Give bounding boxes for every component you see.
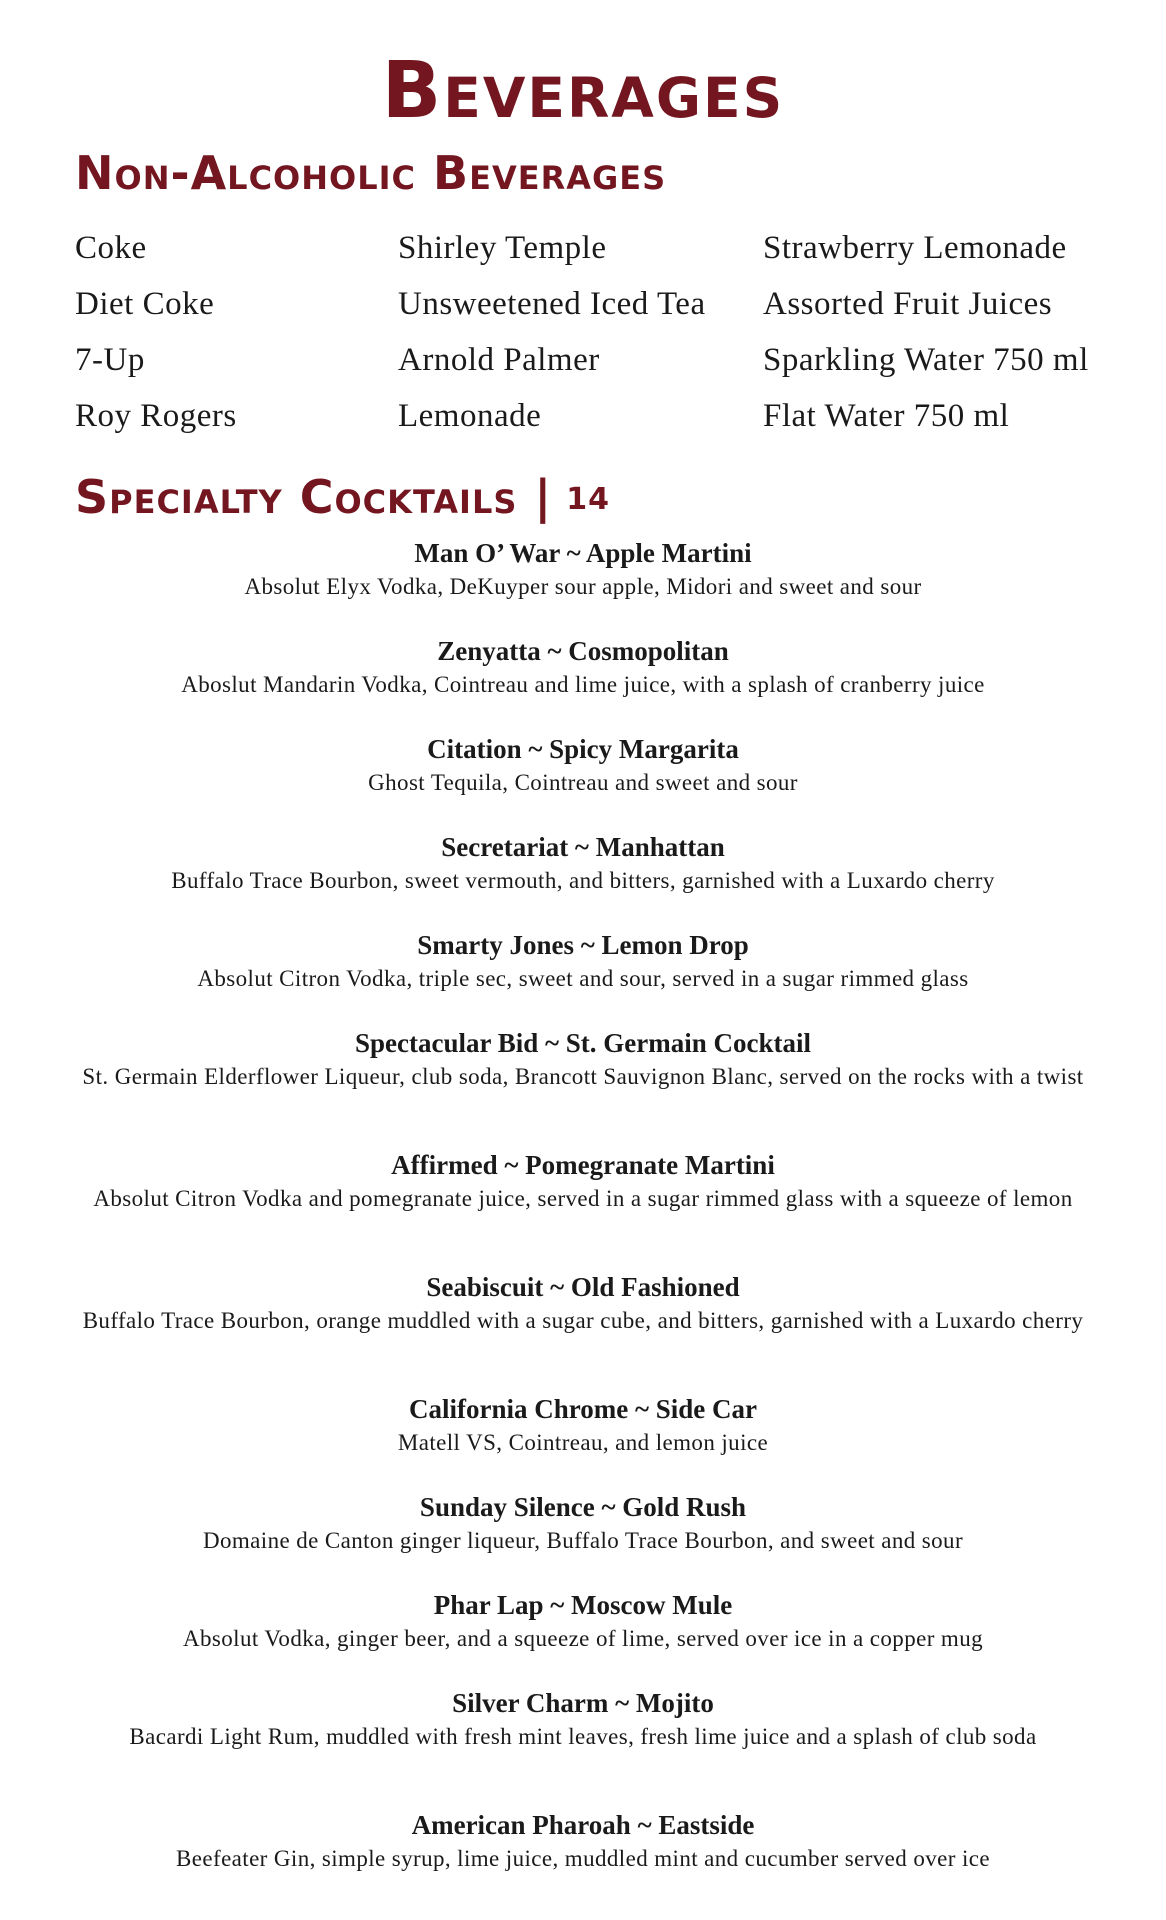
beverage-item: Unsweetened Iced Tea [398,286,706,322]
cocktail-item [70,1147,1096,1269]
beverage-item: Arnold Palmer [398,342,600,378]
cocktail-description: Absolut Elyx Vodka, DeKuyper sour apple, Midori and sweet and sour [244,574,922,599]
cocktail-name: Spectacular Bid ~ St. Germain Cocktail [354,1028,812,1058]
cocktail-item [70,1025,1096,1147]
cocktail-description: Aboslut Mandarin Vodka, Cointreau and lime juice, with a splash of cranberry juice [181,672,985,697]
cocktail-item [70,927,1096,1025]
cocktail-list [70,535,1096,1905]
cocktail-name: Zenyatta ~ Cosmopolitan [437,636,729,666]
cocktail-name: Seabiscuit ~ Old Fashioned [426,1272,740,1302]
cocktail-name: Silver Charm ~ Mojito [452,1688,714,1718]
cocktail-item [70,1807,1096,1905]
cocktail-name: Affirmed ~ Pomegranate Martini [391,1150,775,1180]
cocktail-item [70,1489,1096,1587]
cocktail-item [70,1587,1096,1685]
cocktail-name: Sunday Silence ~ Gold Rush [419,1492,747,1522]
cocktails-price: 14 [566,482,610,517]
beverage-item: Diet Coke [75,286,215,322]
non-alcoholic-column-3 [763,226,1089,450]
cocktails-heading [75,470,610,524]
non-alcoholic-column-1 [75,226,237,450]
beverage-item: Assorted Fruit Juices [763,286,1053,322]
cocktail-item [70,1685,1096,1807]
cocktail-name: Man O’ War ~ Apple Martini [414,538,752,568]
cocktail-description: Matell VS, Cointreau, and lemon juice [397,1430,769,1455]
cocktail-description: Bacardi Light Rum, muddled with fresh mint leaves, fresh lime juice and a splash of club soda [129,1724,1037,1749]
cocktail-name: Citation ~ Spicy Margarita [427,734,739,764]
beverage-item: 7-Up [75,342,145,378]
cocktail-description: Ghost Tequila, Cointreau and sweet and sour [368,770,798,795]
cocktail-description: Absolut Citron Vodka, triple sec, sweet and sour, served in a sugar rimmed glass [197,966,969,991]
cocktail-name: Secretariat ~ Manhattan [441,832,725,862]
beverage-item: Strawberry Lemonade [763,230,1067,266]
cocktail-item [70,1269,1096,1391]
cocktail-description: Buffalo Trace Bourbon, orange muddled with a sugar cube, and bitters, garnished with a Luxardo cherry [82,1308,1084,1333]
cocktail-description: Buffalo Trace Bourbon, sweet vermouth, and bitters, garnished with a Luxardo cherry [171,868,995,893]
cocktail-item [70,829,1096,927]
cocktail-name: American Pharoah ~ Eastside [411,1810,755,1840]
beverage-item: Roy Rogers [75,398,237,434]
non-alcoholic-heading: Non-Alcoholic Beverages [75,146,667,200]
beverage-item: Sparkling Water 750 ml [763,342,1089,378]
cocktail-description: Absolut Citron Vodka and pomegranate juice, served in a sugar rimmed glass with a squeeze of lemon [93,1186,1073,1211]
cocktail-item [70,1391,1096,1489]
cocktail-name: California Chrome ~ Side Car [408,1394,758,1424]
beverage-item: Flat Water 750 ml [763,398,1010,434]
beverage-item: Lemonade [398,398,542,434]
cocktail-name: Smarty Jones ~ Lemon Drop [417,930,749,960]
page-title: Beverages [381,46,785,136]
non-alcoholic-column-2 [398,226,706,450]
cocktail-item [70,731,1096,829]
cocktails-heading-text: Specialty Cocktails | [75,470,553,524]
cocktail-item [70,633,1096,731]
cocktail-name: Phar Lap ~ Moscow Mule [433,1590,733,1620]
beverage-item: Coke [75,230,147,266]
beverage-item: Shirley Temple [398,230,607,266]
cocktail-description: Domaine de Canton ginger liqueur, Buffalo Trace Bourbon, and sweet and sour [202,1528,964,1553]
cocktail-description: Absolut Vodka, ginger beer, and a squeeze of lime, served over ice in a copper mug [183,1626,983,1651]
cocktail-description: St. Germain Elderflower Liqueur, club soda, Brancott Sauvignon Blanc, served on the rocks with a twist [82,1064,1084,1089]
cocktail-item [70,535,1096,633]
cocktail-description: Beefeater Gin, simple syrup, lime juice, muddled mint and cucumber served over ice [176,1846,990,1871]
